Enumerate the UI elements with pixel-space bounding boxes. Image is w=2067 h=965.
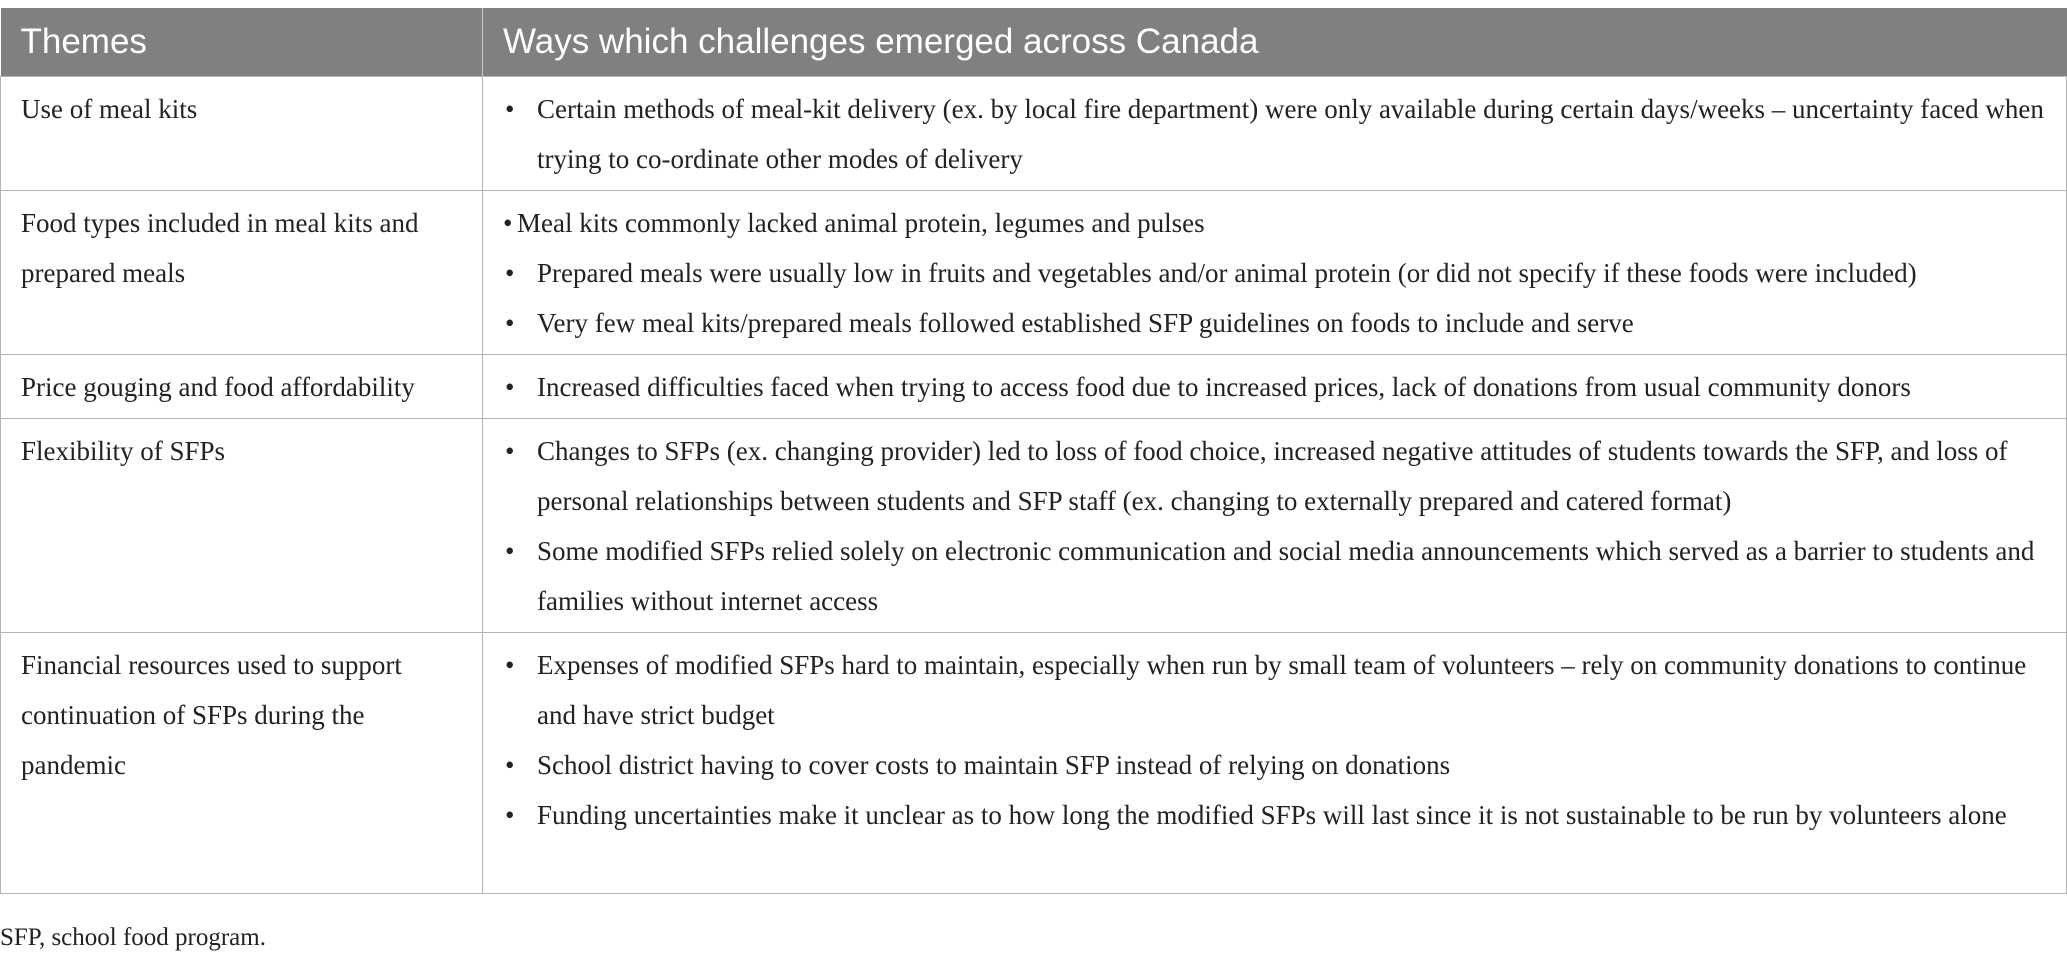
ways-cell: [483, 190, 2067, 354]
table-row: [1, 354, 2067, 418]
theme-cell: Use of meal kits: [1, 76, 483, 190]
list-item: • Very few meal kits/prepared meals followed established SFP guidelines on foods to include and serve: [503, 298, 2048, 348]
list-item: • Changes to SFPs (ex. changing provider) led to loss of food choice, increased negative attitudes of students towards the SFP, and loss of personal relationships between students and SFP staff (ex. changing to externally prepared and catered format): [503, 426, 2048, 526]
theme-cell: Flexibility of SFPs: [1, 418, 483, 632]
challenges-table-container: [0, 8, 2067, 894]
ways-cell: [483, 76, 2067, 190]
bullet-list: [503, 84, 2048, 184]
theme-cell: Financial resources used to support continuation of SFPs during the pandemic: [1, 632, 483, 893]
bullet-list: [503, 362, 2048, 412]
list-item: • Increased difficulties faced when trying to access food due to increased prices, lack of donations from usual community donors: [503, 362, 2048, 412]
list-item: • Certain methods of meal-kit delivery (ex. by local fire department) were only available during certain days/weeks – uncertainty faced when trying to co-ordinate other modes of delivery: [503, 84, 2048, 184]
table-row: [1, 190, 2067, 354]
table-row: [1, 76, 2067, 190]
list-item: • Funding uncertainties make it unclear as to how long the modified SFPs will last since it is not sustainable to be run by volunteers alone: [503, 790, 2048, 840]
list-item: • Expenses of modified SFPs hard to maintain, especially when run by small team of volunteers – rely on community donations to continue and have strict budget: [503, 640, 2048, 740]
theme-cell: Food types included in meal kits and prepared meals: [1, 190, 483, 354]
bullet-list: [503, 198, 2048, 348]
ways-cell: [483, 354, 2067, 418]
table-row: [1, 632, 2067, 893]
ways-cell: [483, 632, 2067, 893]
table-footnote: SFP, school food program.: [0, 924, 266, 951]
challenges-table: [0, 8, 2067, 894]
list-item: • School district having to cover costs to maintain SFP instead of relying on donations: [503, 740, 2048, 790]
list-item: • Meal kits commonly lacked animal protein, legumes and pulses: [503, 198, 2048, 248]
ways-cell: [483, 418, 2067, 632]
header-ways: Ways which challenges emerged across Canada: [483, 8, 2067, 76]
table-header-row: [1, 8, 2067, 76]
bullet-list: [503, 640, 2048, 840]
table-row: [1, 418, 2067, 632]
list-item: • Some modified SFPs relied solely on electronic communication and social media announcements which served as a barrier to students and families without internet access: [503, 526, 2048, 626]
theme-cell: Price gouging and food affordability: [1, 354, 483, 418]
header-themes: Themes: [1, 8, 483, 76]
bullet-list: [503, 426, 2048, 626]
list-item: • Prepared meals were usually low in fruits and vegetables and/or animal protein (or did not specify if these foods were included): [503, 248, 2048, 298]
